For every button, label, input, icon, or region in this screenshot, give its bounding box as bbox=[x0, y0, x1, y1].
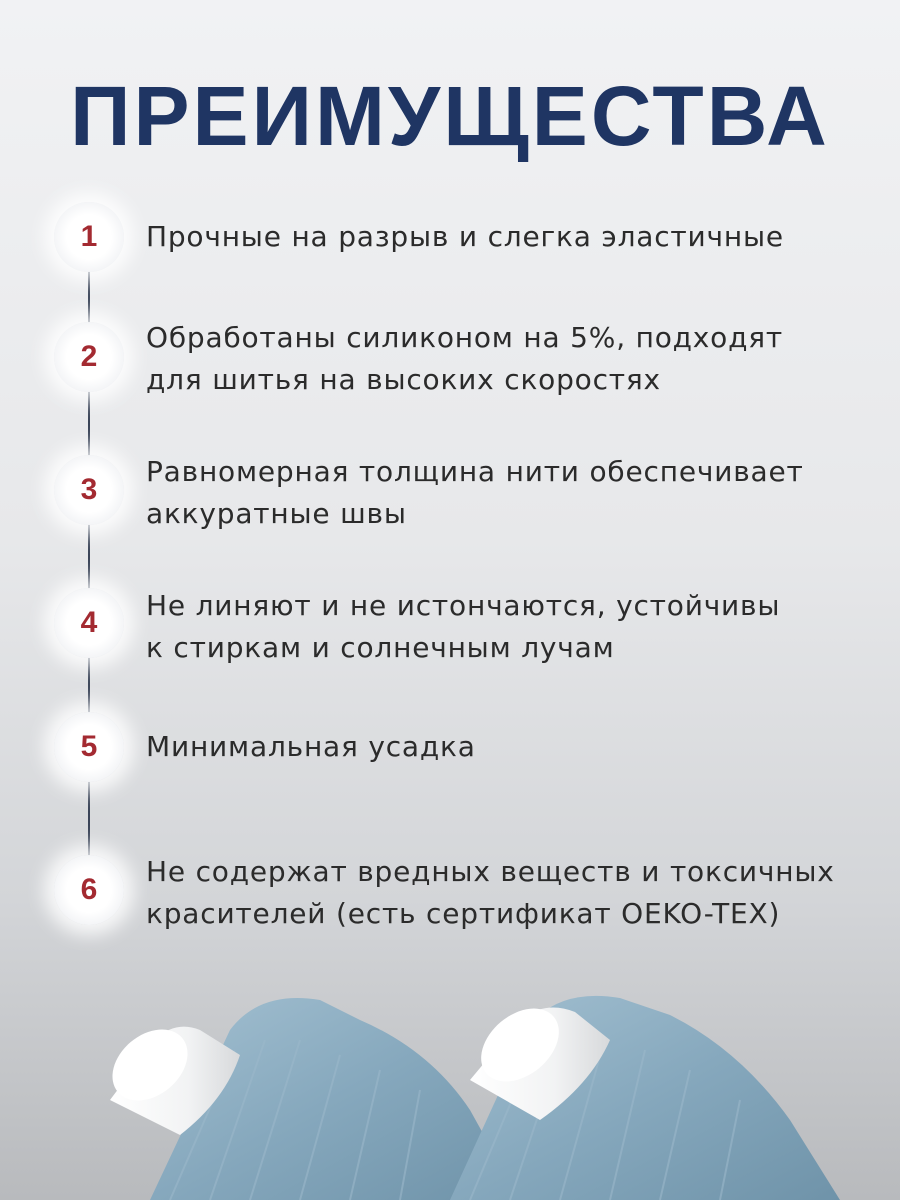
item-number: 6 bbox=[80, 873, 98, 906]
item-text-line: Обработаны силиконом на 5%, подходят bbox=[146, 321, 784, 354]
advantage-item-6 bbox=[0, 855, 900, 965]
item-number: 1 bbox=[80, 220, 98, 253]
number-badge bbox=[54, 322, 124, 392]
item-number: 4 bbox=[80, 606, 98, 639]
item-text-line: Минимальная усадка bbox=[146, 730, 476, 763]
item-text-line: к стиркам и солнечным лучам bbox=[146, 631, 615, 664]
number-badge bbox=[54, 855, 124, 925]
number-badge bbox=[54, 202, 124, 272]
advantage-item-2 bbox=[0, 320, 900, 430]
item-text bbox=[146, 451, 866, 535]
page-title: ПРЕИМУЩЕСТВА bbox=[70, 69, 830, 163]
number-badge bbox=[54, 712, 124, 782]
item-number: 2 bbox=[80, 340, 98, 373]
thread-spools-image bbox=[0, 960, 900, 1200]
left-spool bbox=[99, 998, 520, 1200]
advantage-item-3 bbox=[0, 455, 900, 565]
advantage-item-4 bbox=[0, 588, 900, 698]
item-text-line: для шитья на высоких скоростях bbox=[146, 363, 661, 396]
item-text-line: аккуратные швы bbox=[146, 497, 407, 530]
number-badge bbox=[54, 455, 124, 525]
advantage-item-1 bbox=[0, 200, 900, 310]
item-text bbox=[146, 726, 866, 768]
item-number: 3 bbox=[80, 473, 98, 506]
item-number: 5 bbox=[80, 730, 98, 763]
item-text bbox=[146, 585, 866, 669]
item-text bbox=[146, 216, 866, 258]
item-text-line: Равномерная толщина нити обеспечивает bbox=[146, 455, 804, 488]
item-text-line: Прочные на разрыв и слегка эластичные bbox=[146, 220, 784, 253]
item-text-line: Не содержат вредных веществ и токсичных bbox=[146, 855, 835, 888]
item-text-line: Не линяют и не истончаются, устойчивы bbox=[146, 589, 781, 622]
item-text bbox=[146, 317, 866, 401]
advantage-item-5 bbox=[0, 712, 900, 822]
right-spool bbox=[450, 994, 840, 1200]
item-text bbox=[146, 851, 866, 935]
number-badge bbox=[54, 588, 124, 658]
item-text-line: красителей (есть сертификат OEKO-TEX) bbox=[146, 897, 781, 930]
